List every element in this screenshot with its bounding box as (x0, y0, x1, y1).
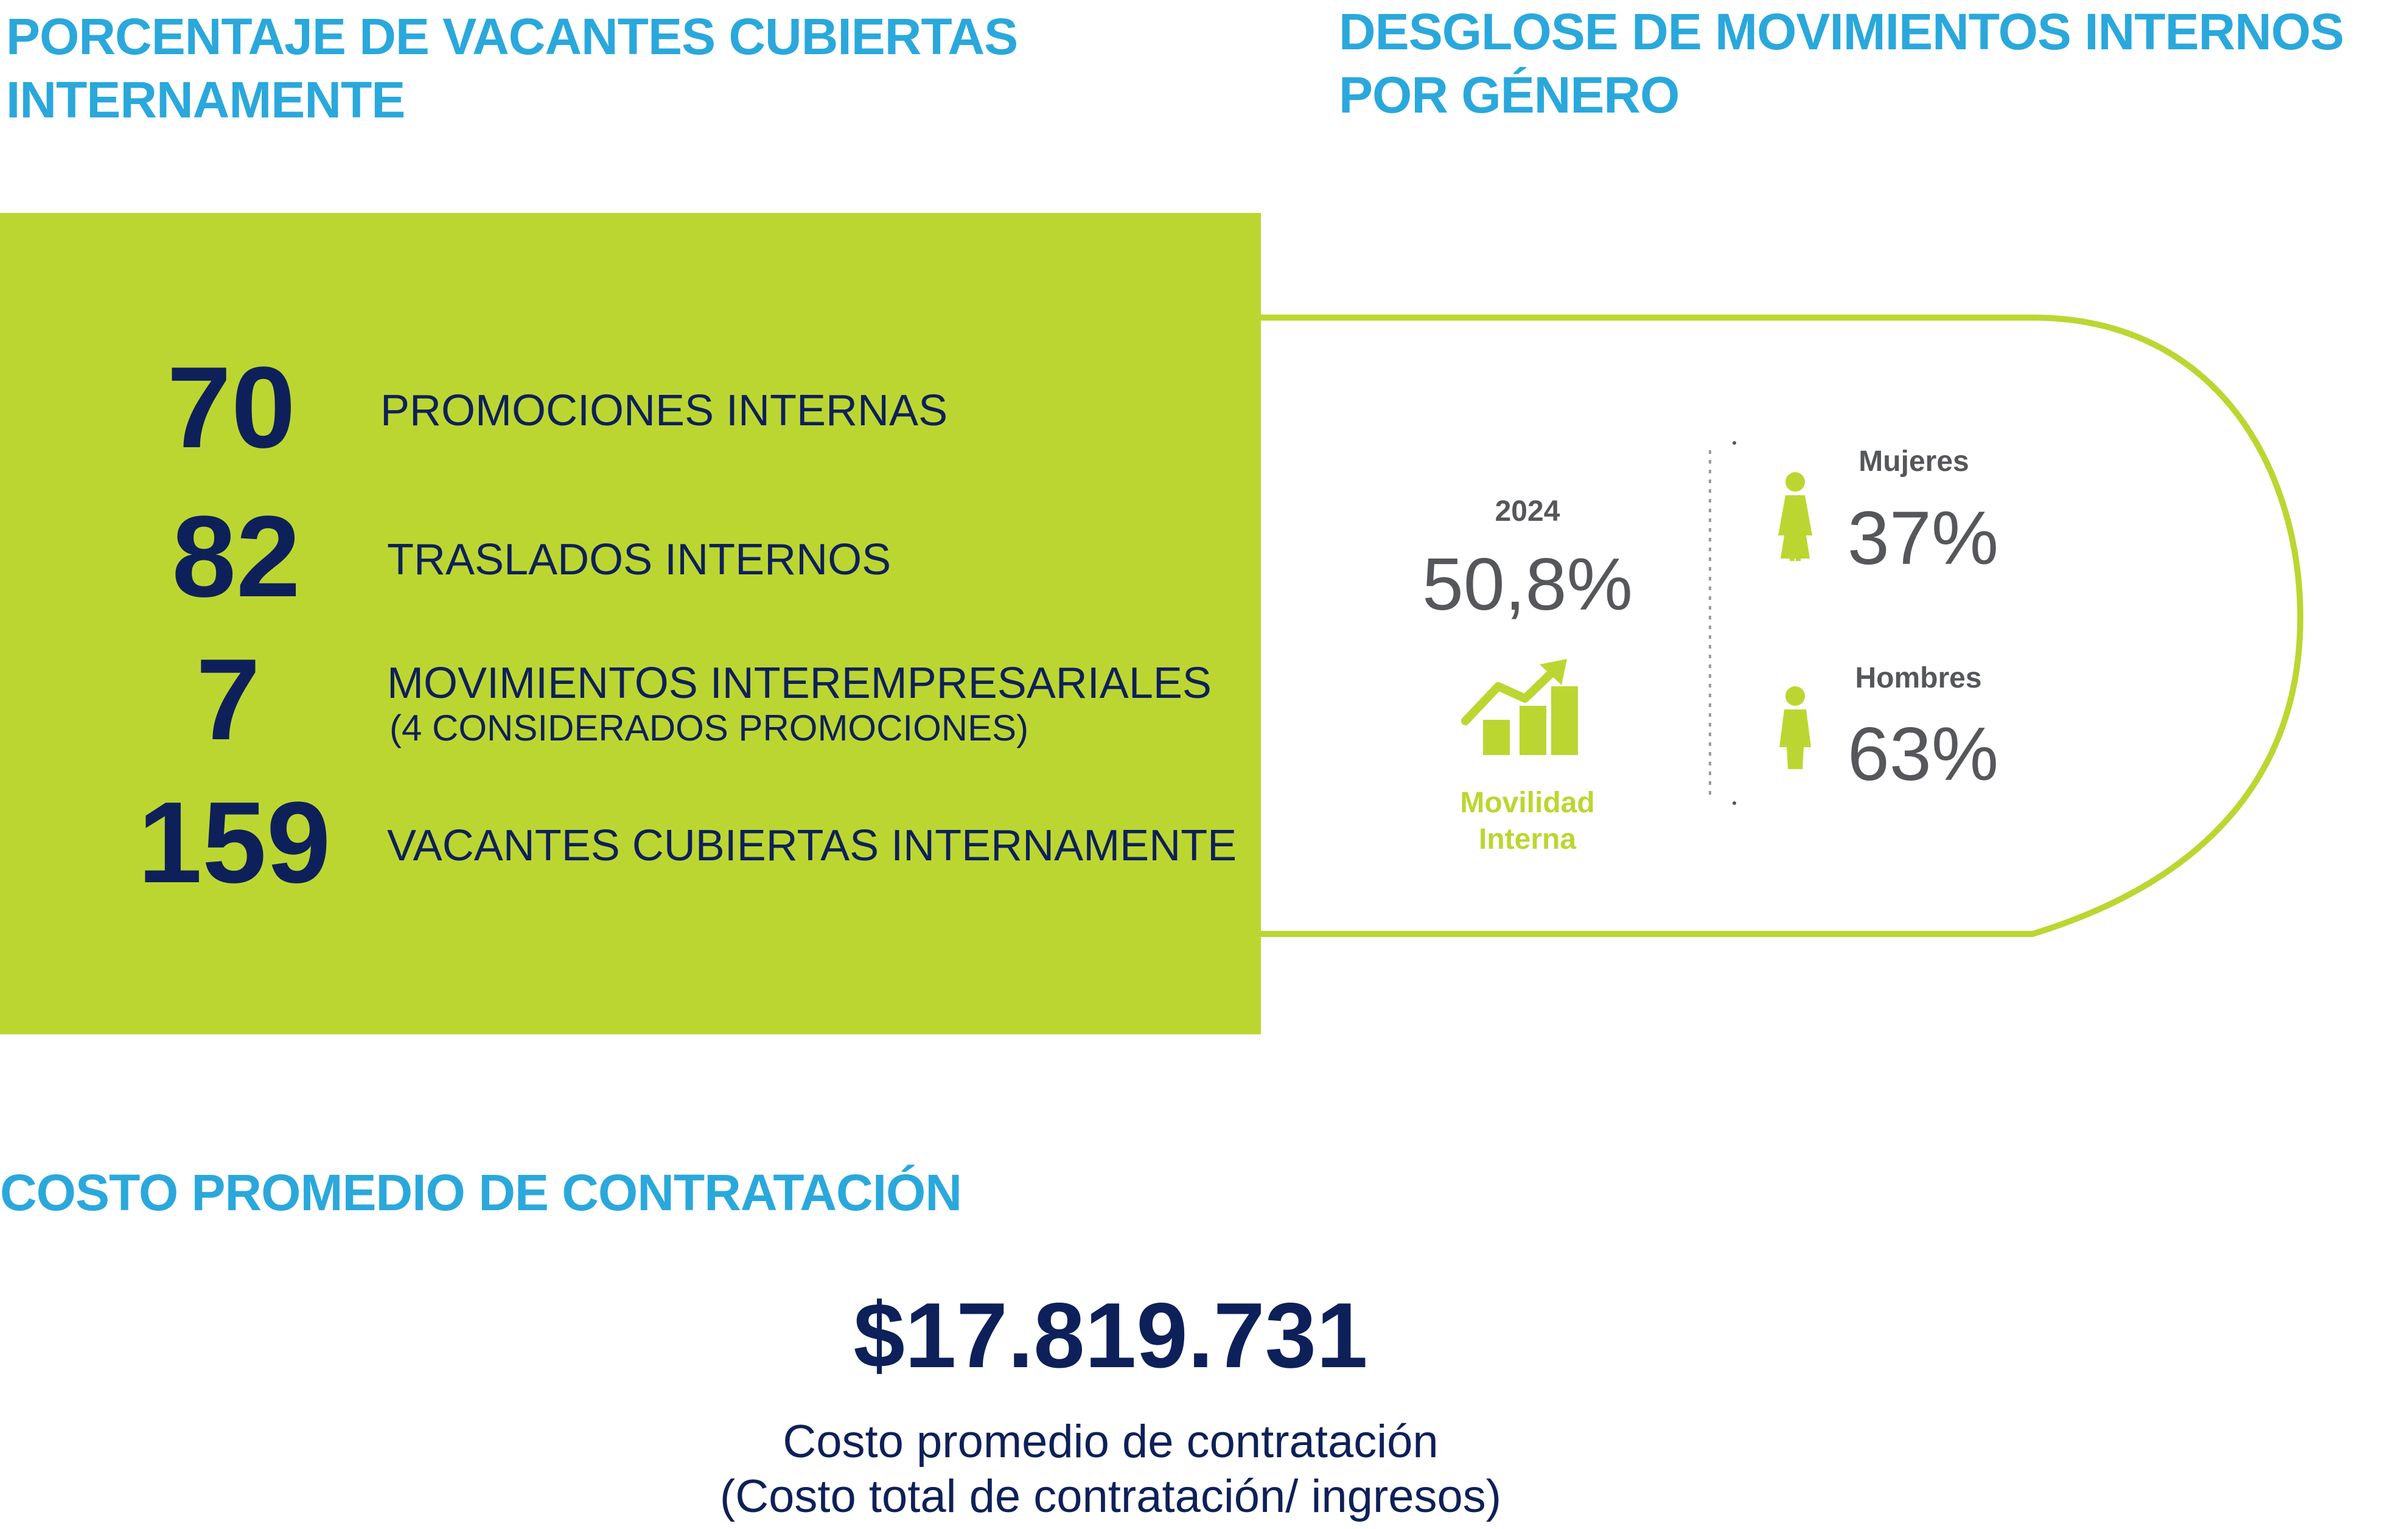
cost-caption-line1: Costo promedio de contratación (783, 1416, 1439, 1468)
divider-dot (1733, 801, 1736, 805)
mobility-caption-line1: Movilidad (1460, 787, 1595, 819)
mobility-year: 2024 (1495, 495, 1560, 528)
section-title-vacantes: PORCENTAJE DE VACANTES CUBIERTAS INTERNAMENTE (6, 8, 1018, 128)
men-label: Hombres (1855, 662, 1982, 694)
stat-number: 70 (167, 343, 296, 472)
mobility-caption-line2: Interna (1478, 823, 1577, 855)
stat-label: TRASLADOS INTERNOS (387, 535, 892, 584)
stat-label: MOVIMIENTOS INTEREMPRESARIALES (387, 659, 1212, 708)
stat-number: 7 (196, 635, 260, 764)
cost-value: $17.819.731 (853, 1284, 1368, 1387)
stat-label: PROMOCIONES INTERNAS (380, 386, 948, 435)
woman-icon (1778, 472, 1812, 561)
section-title-costo: COSTO PROMEDIO DE CONTRATACIÓN (0, 1164, 962, 1221)
women-label: Mujeres (1858, 445, 1969, 478)
mobility-percentage: 50,8% (1422, 543, 1633, 625)
cost-caption-line2: (Costo total de contratación/ ingresos) (719, 1471, 1502, 1522)
stat-label: VACANTES CUBIERTAS INTERNAMENTE (387, 821, 1237, 870)
stat-number: 159 (138, 778, 331, 907)
man-icon (1779, 686, 1811, 769)
women-value: 37% (1847, 496, 1999, 580)
stat-sublabel: (4 CONSIDERADOS PROMOCIONES) (389, 708, 1029, 748)
stat-number: 82 (172, 492, 301, 621)
growth-chart-icon (1465, 659, 1578, 755)
divider-dot (1733, 441, 1736, 445)
men-value: 63% (1847, 712, 1999, 796)
section-title-genero: DESGLOSE DE MOVIMIENTOS INTERNOS POR GÉNERO (1339, 3, 2344, 124)
